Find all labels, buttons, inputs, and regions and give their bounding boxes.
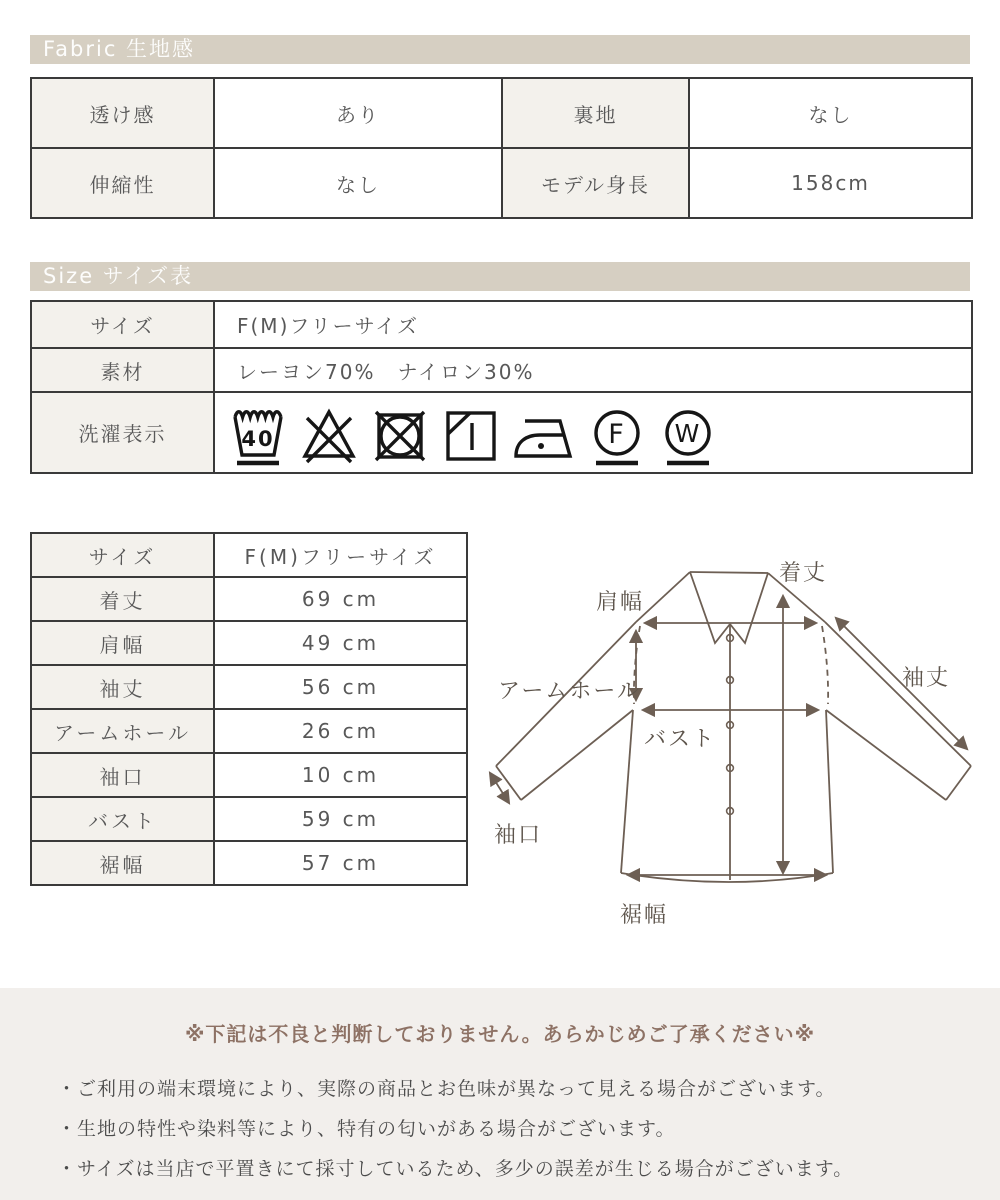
measure-value-cuff: 10 cm: [214, 753, 467, 797]
dry-clean-letter: F: [608, 418, 626, 450]
fabric-value-sheerness: あり: [214, 78, 502, 148]
material-value: レーヨン70% ナイロン30%: [214, 348, 972, 392]
measure-label-shoulder: 肩幅: [31, 621, 214, 665]
size-section-header: Size サイズ表: [30, 262, 970, 291]
table-row: [31, 665, 467, 709]
table-row: [31, 78, 972, 148]
measure-header-label: サイズ: [31, 533, 214, 577]
table-row: [31, 301, 972, 348]
measure-label-cuff: 袖口: [31, 753, 214, 797]
table-row: [31, 841, 467, 885]
table-row: [31, 621, 467, 665]
fabric-value-stretch: なし: [214, 148, 502, 218]
iron-low-icon: [511, 405, 577, 467]
diagram-label-sleeve: 袖丈: [902, 666, 951, 691]
garment-diagram: [478, 528, 1000, 952]
wet-clean-letter: W: [674, 418, 702, 448]
measure-value-length: 69 cm: [214, 577, 467, 621]
fabric-value-lining: なし: [689, 78, 972, 148]
material-label: 素材: [31, 348, 214, 392]
disclaimer-section: [0, 988, 1000, 1200]
measure-label-bust: バスト: [31, 797, 214, 841]
table-row: [31, 797, 467, 841]
care-symbols-strip: [227, 405, 971, 467]
diagram-label-length: 着丈: [779, 561, 828, 586]
measure-label-armhole: アームホール: [31, 709, 214, 753]
disclaimer-item-sizing: ・サイズは当店で平置きにて採寸しているため、多少の誤差が生じる場合がございます。: [57, 1158, 854, 1180]
wash-temp-label: 40: [241, 426, 275, 451]
measure-value-armhole: 26 cm: [214, 709, 467, 753]
size-info-table: [30, 300, 973, 474]
wash-40-gentle-icon: [227, 405, 289, 467]
measure-value-bust: 59 cm: [214, 797, 467, 841]
diagram-label-bust: バスト: [644, 727, 717, 752]
table-row: [31, 348, 972, 392]
fabric-value-model-height: 158cm: [689, 148, 972, 218]
measure-header-value: F(M)フリーサイズ: [214, 533, 467, 577]
fabric-label-lining: 裏地: [502, 78, 689, 148]
care-label: 洗濯表示: [31, 392, 214, 473]
measure-value-shoulder: 49 cm: [214, 621, 467, 665]
care-symbols-cell: [214, 392, 972, 473]
measure-label-hem: 裾幅: [31, 841, 214, 885]
dry-clean-petroleum-gentle-icon: [586, 405, 648, 467]
table-row: [31, 577, 467, 621]
diagram-label-shoulder: 肩幅: [596, 590, 645, 615]
disclaimer-item-color: ・ご利用の端末環境により、実際の商品とお色味が異なって見える場合がございます。: [57, 1078, 836, 1100]
no-tumble-dry-icon: [369, 405, 431, 467]
fabric-label-model-height: モデル身長: [502, 148, 689, 218]
line-dry-in-shade-icon: [440, 405, 502, 467]
measurement-arrows: [490, 596, 967, 875]
table-row: [31, 148, 972, 218]
table-row: [31, 392, 972, 473]
disclaimer-heading: ※下記は不良と判断しておりません。あらかじめご了承ください※: [184, 1022, 816, 1046]
fabric-section-header: Fabric 生地感: [30, 35, 970, 64]
diagram-label-cuff: 袖口: [494, 823, 543, 848]
disclaimer-item-odor: ・生地の特性や染料等により、特有の匂いがある場合がございます。: [57, 1118, 676, 1140]
table-row: [31, 709, 467, 753]
diagram-label-armhole: アームホール: [498, 679, 641, 704]
table-row: [31, 753, 467, 797]
size-value: F(M)フリーサイズ: [214, 301, 972, 348]
disclaimer-list: [0, 1069, 1000, 1189]
measure-value-sleeve: 56 cm: [214, 665, 467, 709]
wet-clean-gentle-icon: [657, 405, 719, 467]
fabric-table: [30, 77, 973, 219]
size-label: サイズ: [31, 301, 214, 348]
fabric-label-sheerness: 透け感: [31, 78, 214, 148]
fabric-label-stretch: 伸縮性: [31, 148, 214, 218]
measure-label-sleeve: 袖丈: [31, 665, 214, 709]
table-row: [31, 533, 467, 577]
diagram-label-hem: 裾幅: [620, 903, 669, 928]
measure-label-length: 着丈: [31, 577, 214, 621]
measurement-table: [30, 532, 468, 886]
measure-value-hem: 57 cm: [214, 841, 467, 885]
no-bleach-icon: [298, 405, 360, 467]
